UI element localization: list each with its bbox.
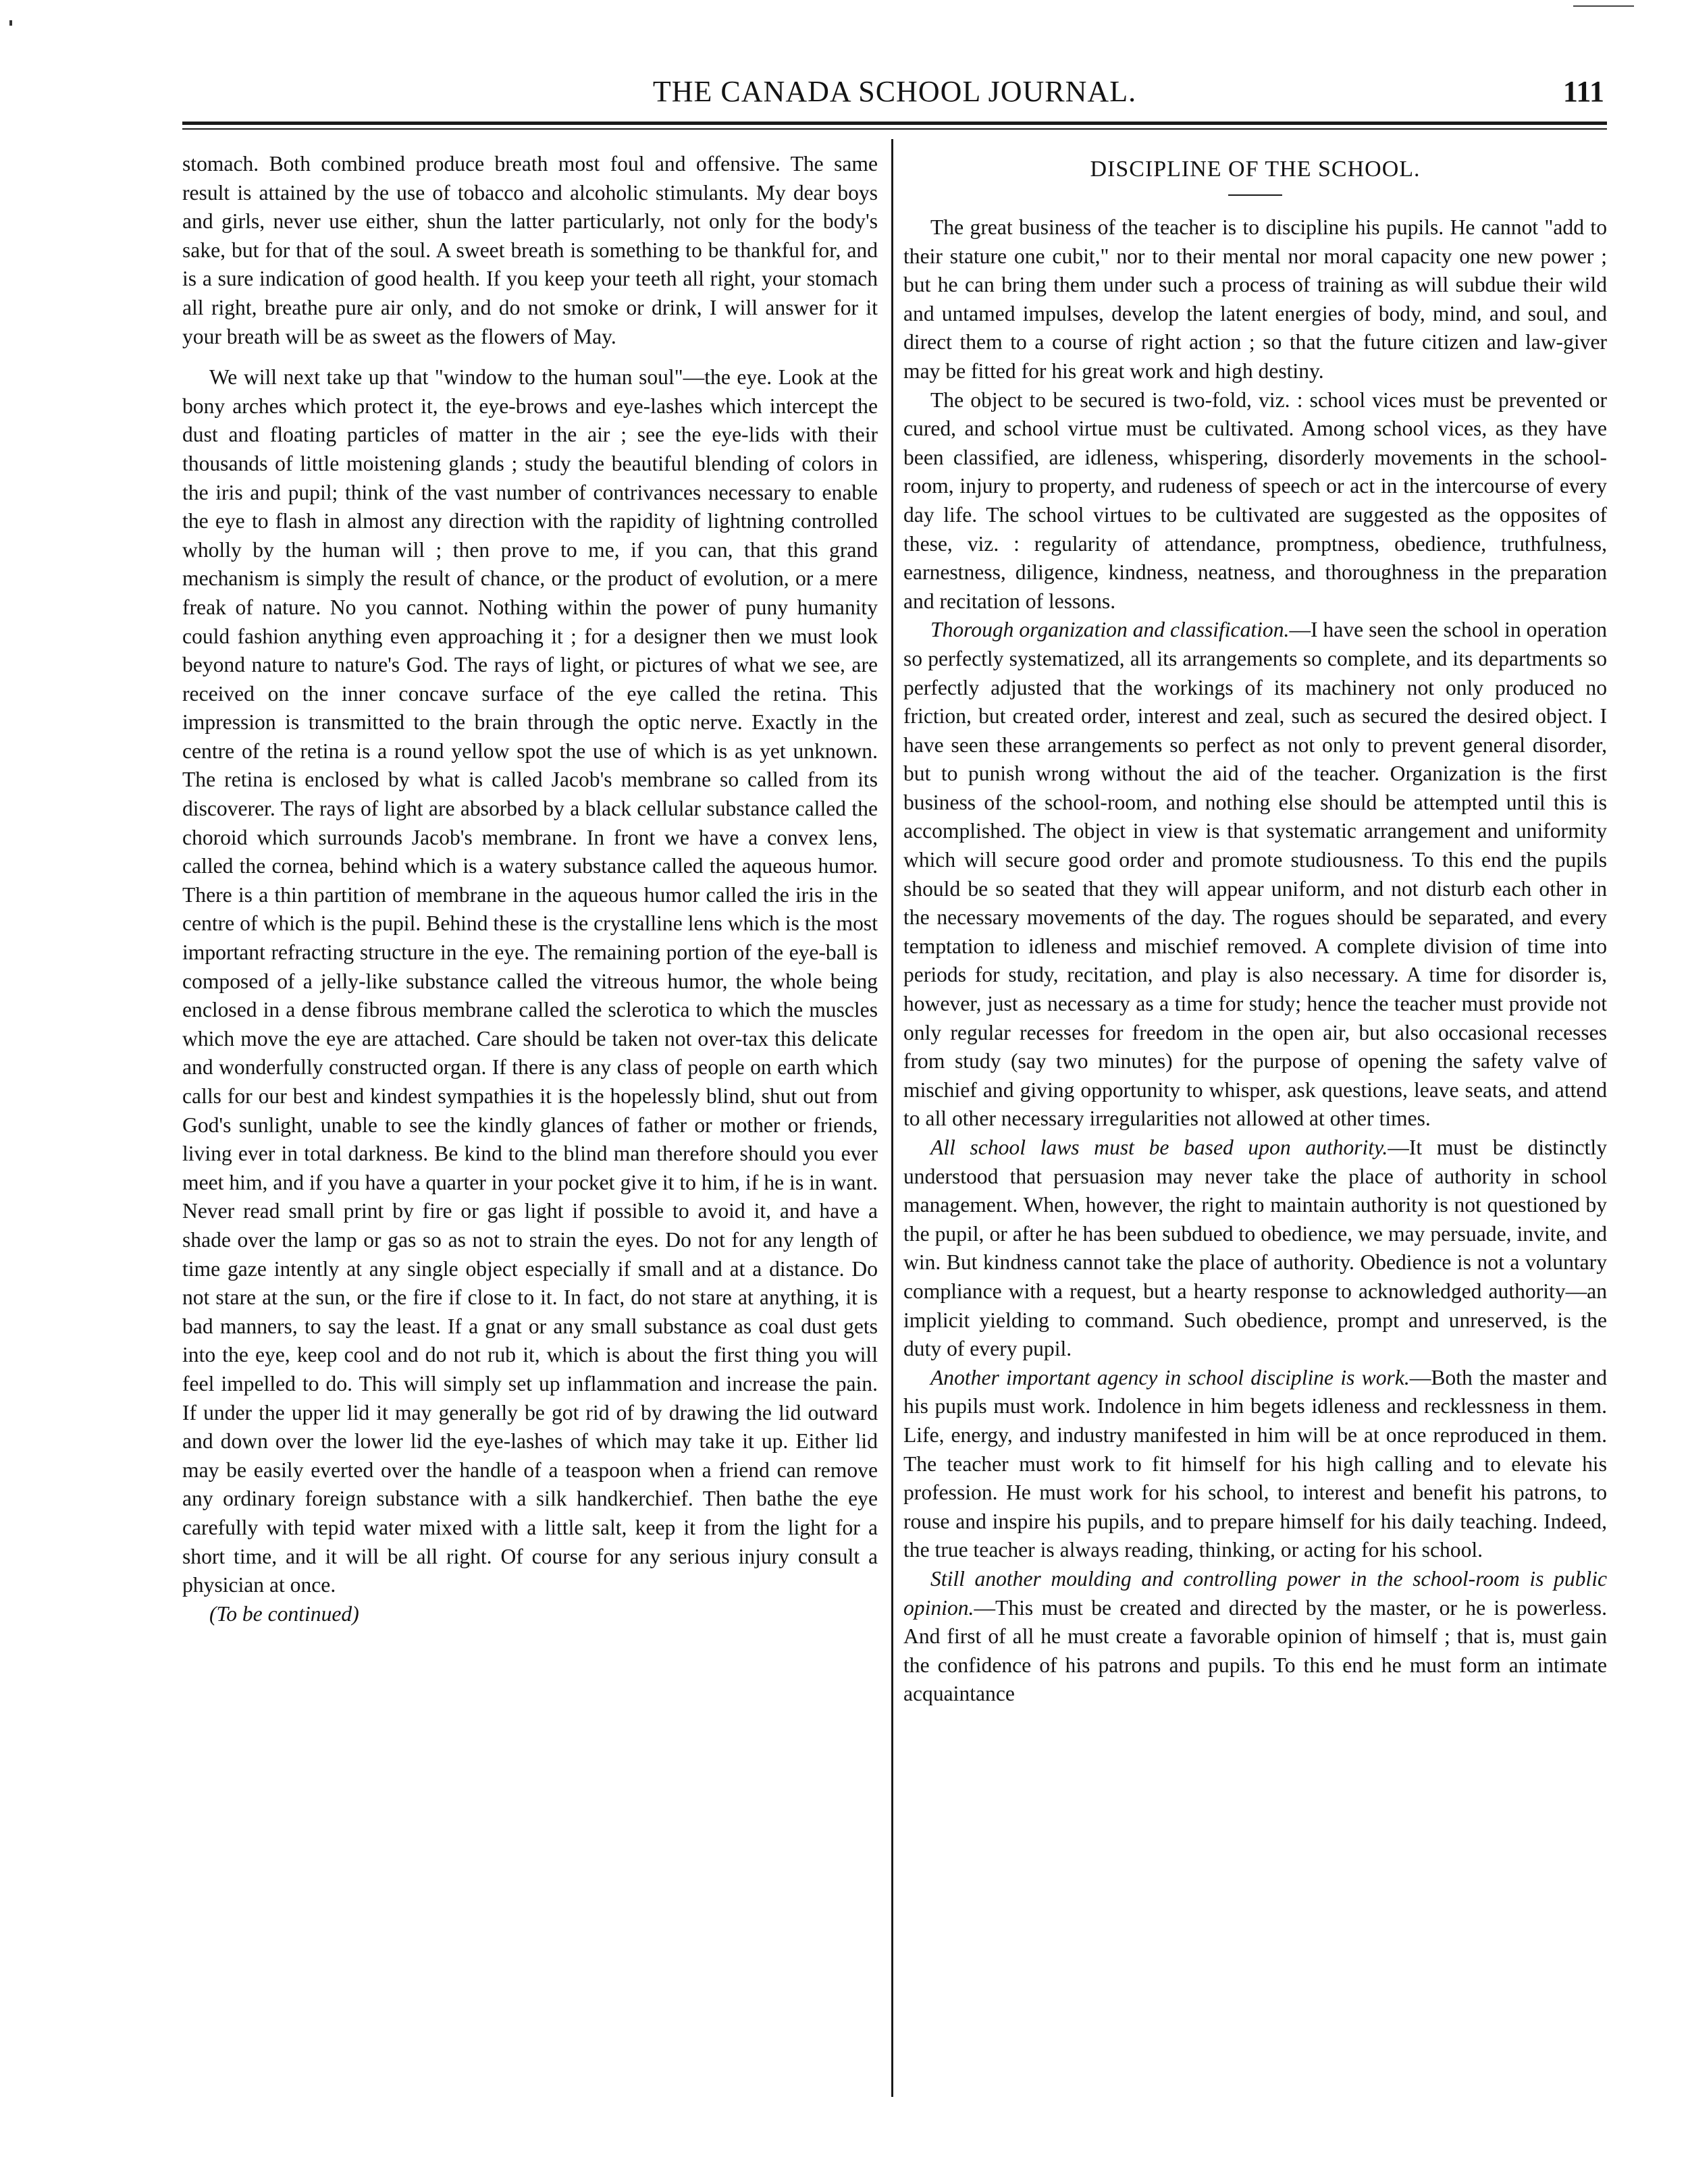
- left-column: [182, 150, 878, 1628]
- running-title: THE CANADA SCHOOL JOURNAL.: [652, 75, 1137, 108]
- paragraph: [903, 1134, 1607, 1364]
- header-rule-thick: [182, 122, 1607, 125]
- paragraph-text: —Both the master and his pupils must work. Indolence in him begets idleness and recklessness in them. Life, energy, and industry manifested in him will be at once reproduced in them. The teacher must work to fit himself for his high calling and to elevate his profession. He must work for his school, to interest and benefit his patrons, to rouse and inspire his pupils, and to prepare himself for his daily teaching. Indeed, the true teacher is always reading, thinking, or acting for his school.: [903, 1365, 1607, 1562]
- paragraph-text: The great business of the teacher is to discipline his pupils. He cannot "add to their stature one cubit," nor to their mental nor moral capacity one new power ; but he can bring them under such a process of training as will subdue their wild and untamed impulses, develop the latent energies of body, mind, and soul, and direct them to a course of right action ; so that the future citizen and law-giver may be fitted for his great work and high destiny.: [903, 215, 1607, 383]
- page-number: 111: [1562, 75, 1604, 108]
- paragraph-lead: All school laws must be based upon authority.: [930, 1136, 1388, 1159]
- paragraph-lead: Still another moulding and controlling power in the school-room is public opinion.: [903, 1566, 1607, 1620]
- paragraph: [903, 386, 1607, 616]
- header-rule-thin: [182, 128, 1607, 130]
- print-speck: [9, 20, 12, 26]
- top-edge-mark: [1573, 5, 1634, 7]
- article-heading: DISCIPLINE OF THE SCHOOL.: [1090, 157, 1421, 182]
- page-header: [182, 73, 1607, 113]
- paragraph-text: —This must be created and directed by the master, or he is powerless. And first of all he must create a favorable opinion of himself ; that is, must gain the confidence of his patrons and pupils. To this end he must form an intimate acquaintance: [903, 1595, 1607, 1706]
- column-divider: [891, 139, 893, 2097]
- paragraph: [903, 213, 1607, 386]
- continued-note: (To be continued): [209, 1601, 359, 1626]
- paragraph: stomach. Both combined produce breath most foul and offensive. The same result is attained by the use of tobacco and alcoholic stimulants. My dear boys and girls, never use either, shun the latter particularly, not only for the body's sake, but for that of the soul. A sweet breath is something to be thankful for, and is a sure indication of good health. If you keep your teeth all right, your stomach all right, breathe pure air only, and do not smoke or drink, I will answer for it your breath will be as sweet as the flowers of May.: [182, 152, 878, 348]
- paragraph: We will next take up that "window to the human soul"—the eye. Look at the bony arches which protect it, the eye-brows and eye-lashes which intercept the dust and floating particles of matter in the air ; see the eye-lids with their thousands of little moistening glands ; study the beautiful blending of colors in the iris and pupil; think of the vast number of contrivances necessary to enable the eye to flash in almost any direction with the rapidity of lightning controlled wholly by the human will ; then prove to me, if you can, that this grand mechanism is simply the result of chance, or the product of evolution, or a mere freak of nature. No you cannot. Nothing within the power of puny humanity could fashion anything even approaching it ; for a designer then we must look beyond nature to nature's God. The rays of light, or pictures of what we see, are received on the inner concave surface of the eye called the retina. This impression is transmitted to the brain through the optic nerve. Exactly in the centre of the retina is a round yellow spot the use of which is as yet unknown. The retina is enclosed by what is called Jacob's membrane so called from its discoverer. The rays of light are absorbed by a black cellular substance called the choroid which surrounds Jacob's membrane. In front we have a convex lens, called the cornea, behind which is a watery substance called the aqueous humor. There is a thin partition of membrane in the aqueous humor called the iris in the centre of which is the pupil. Behind these is the crystalline lens which is the most important refracting structure in the eye. The remaining portion of the eye-ball is composed of a jelly-like substance called the vitreous humor, the whole being enclosed in a dense fibrous membrane called the sclerotica to which the muscles which move the eye are attached. Care should be taken not over-tax this delicate and wonderfully constructed organ. If there is any class of people on earth which calls for our best and kindest sympathies it is the hopelessly blind, shut out from God's sunlight, unable to see the kindly glances of father or mother or friends, living ever in total darkness. Be kind to the blind man therefore should you ever meet him, and if you have a quarter in your pocket give it to him, if he is in want. Never read small print by fire or gas light if possible to avoid it, and have a shade over the lamp or gas so as not to strain the eyes. Do not for any length of time gaze intently at any single object especially if small and at a distance. Do not stare at the sun, or the fire if close to it. In fact, do not stare at anything, it is bad manners, to say the least. If a gnat or any small substance as coal dust gets into the eye, keep cool and do not rub it, which is about the first thing you will feel impelled to do. This will simply set up inflammation and increase the pain. If under the upper lid it may generally be got rid of by drawing the lid outward and down over the lower lid the eye-lashes of which may take it up. Either lid may be easily everted over the handle of a teaspoon when a friend can remove any ordinary foreign substance with a silk handkerchief. Then bathe the eye carefully with tepid water mixed with a little salt, keep it from the light for a short time, and it will be all right. Of course for any serious injury consult a physician at once.: [182, 365, 878, 1597]
- right-column: [903, 150, 1607, 1709]
- paragraph: [903, 1364, 1607, 1565]
- paragraph-text: —I have seen the school in operation so perfectly systematized, all its arrangements so complete, and its departments so perfectly adjusted that the workings of its machinery not only produced no friction, but created order, interest and zeal, such as secured the desired object. I have seen these arrangements so perfect as not only to prevent general disorder, but to punish wrong without the aid of the teacher. Organization is the first business of the school-room, and nothing else should be attempted until this is accomplished. The object in view is that systematic arrangement and uniformity which will secure good order and promote studiousness. To this end the pupils should be so seated that they will appear uniform, and not disturb each other in the necessary movements of the day. The rogues should be separated, and every temptation to idleness and mischief removed. A complete division of time into periods for study, recitation, and play is also necessary. A time for disorder is, however, just as necessary as a time for study; hence the teacher must provide not only regular recesses for freedom in the open air, but also occasional recesses from study (say two minutes) for the purpose of opening the safety valve of mischief and giving opportunity to whisper, ask questions, leave seats, and attend to all other necessary irregularities not allowed at other times.: [903, 618, 1607, 1131]
- heading-rule: [1228, 194, 1282, 196]
- paragraph-text: —It must be distinctly understood that persuasion may never take the place of authority in school management. When, however, the right to maintain authority is not questioned by the pupil, or after he has been subdued to obedience, we may persuade, invite, and win. But kindness cannot take the place of authority. Obedience is not a voluntary compliance with a request, but a hearty response to acknowledged authority—an implicit yielding to command. Such obedience, prompt and unreserved, is the duty of every pupil.: [903, 1136, 1608, 1361]
- paragraph: [903, 616, 1607, 1134]
- paragraph-lead: Another important agency in school discipline is work.: [930, 1365, 1410, 1389]
- paragraph-text: The object to be secured is two-fold, viz. : school vices must be prevented or cured, and school virtue must be cultivated. Among school vices, as they have been classified, are idleness, whispering, disorderly movements in the school-room, injury to property, and rudeness of speech or act in the intercourse of every day life. The school virtues to be cultivated are suggested as the opposites of these, viz. : regularity of attendance, promptness, obedience, truthfulness, earnestness, diligence, kindness, neatness, and thoroughness in the preparation and recitation of lessons.: [903, 388, 1607, 613]
- paragraph: [903, 1565, 1607, 1709]
- paragraph-lead: Thorough organization and classification.: [930, 618, 1290, 642]
